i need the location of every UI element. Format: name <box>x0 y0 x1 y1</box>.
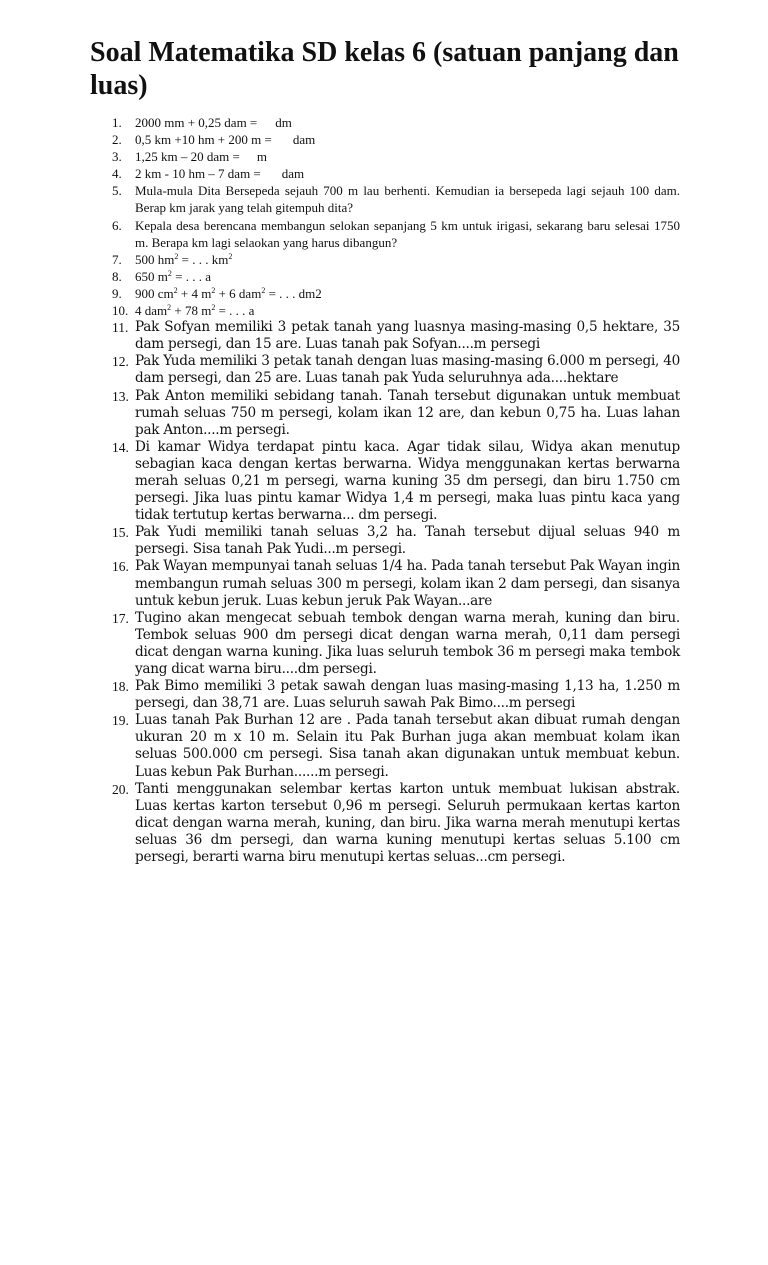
question-14: 14. Di kamar Widya terdapat pintu kaca. Agar tidak silau, Widya akan menutup sebagian kaca dengan kertas berwarna. Widya menggunakan kertas berwarna merah seluas 0,21 m persegi, warna kuning 35 dm persegi, dan biru 1.750 cm persegi. Jika luas pintu kamar Widya 1,4 m persegi, maka luas pintu kaca yang tidak tertutup kertas berwarna... dm persegi. <box>112 438 680 524</box>
question-15: 15. Pak Yudi memiliki tanah seluas 3,2 ha. Tanah tersebut dijual seluas 940 m persegi. Sisa tanah Pak Yudi...m persegi. <box>112 524 680 558</box>
question-number: 13. <box>112 388 129 404</box>
question-number: 19. <box>112 713 129 729</box>
question-number: 7. <box>112 251 122 267</box>
question-number: 14. <box>112 439 129 455</box>
question-number: 16. <box>112 559 129 575</box>
question-12: 12. Pak Yuda memiliki 3 petak tanah dengan luas masing-masing 6.000 m persegi, 40 dam persegi, dan 25 are. Luas tanah pak Yuda seluruhnya ada....hektare <box>112 353 680 387</box>
question-2: 2. 0,5 km +10 hm + 200 m = dam <box>112 132 316 148</box>
question-1: 1. 2000 mm + 0,25 dam = dm <box>112 115 292 130</box>
question-number: 15. <box>112 525 129 541</box>
question-number: 2. <box>112 132 122 148</box>
question-number: 18. <box>112 679 129 695</box>
question-18: 18. Pak Bimo memiliki 3 petak sawah dengan luas masing-masing 1,13 ha, 1.250 m persegi, dan 38,71 are. Luas seluruh sawah Pak Bimo....m persegi <box>112 678 680 712</box>
question-19: 19. Luas tanah Pak Burhan 12 are . Pada tanah tersebut akan dibuat rumah dengan ukuran 20 m x 10 m. Selain itu Pak Burhan juga akan membuat kolam ikan seluas 500.000 cm persegi. Sisa tanah akan digunakan untuk membuat kebun. Luas kebun Pak Burhan......m persegi. <box>112 712 680 780</box>
question-number: 17. <box>112 610 129 626</box>
question-4: 4. 2 km - 10 hm – 7 dam = dam <box>112 166 305 182</box>
question-11: 11. Pak Sofyan memiliki 3 petak tanah yang luasnya masing-masing 0,5 hektare, 35 dam persegi, dan 15 are. Luas tanah pak Sofyan....m persegi <box>112 319 680 353</box>
question-9: 9. 900 $cm^2 + 4$ $m^2 + 6$ dam$^2$ = . . . dm2 <box>112 285 322 301</box>
question-7: 7. 500 $hm^2$ = . . . $km^2$ <box>112 251 233 267</box>
question-20: 20. Tanti menggunakan selembar kertas karton untuk membuat lukisan abstrak. Luas kertas karton tersebut 0,96 m persegi. Seluruh permukaan kertas karton dicat dengan warna merah, kuning, dan biru. Jika warna merah menutupi kertas seluas 36 dm persegi, dan warna kuning menutupi kertas seluas 5.100 cm persegi, berarti warna biru menutupi kertas seluas...cm persegi. <box>112 780 680 866</box>
question-number: 11. <box>112 320 129 336</box>
question-number: 10. <box>112 303 129 319</box>
question-number: 5. <box>112 183 122 199</box>
question-number: 8. <box>112 268 122 284</box>
question-number: 4. <box>112 166 122 182</box>
question-number: 3. <box>112 149 122 165</box>
question-8: 8. 650 $m^2$ = . . . a <box>112 268 211 284</box>
question-17: 17. Tugino akan mengecat sebuah tembok dengan warna merah, kuning dan biru. Tembok seluas 900 dm persegi dicat dengan warna merah, 0,11 dam persegi dicat dengan warna kuning. Jika luas seluruh tembok 36 m persegi maka tembok yang dicat warna biru....dm persegi. <box>112 609 680 677</box>
question-list <box>90 114 680 866</box>
question-6: 6. Kepala desa berencana membangun selokan sepanjang 5 km untuk irigasi, sekarang baru selesai 1750 m. Berapa km lagi selaokan yang harus dibangun? <box>112 217 680 250</box>
question-number: 1. <box>112 115 122 130</box>
question-number: 12. <box>112 354 129 370</box>
question-16: 16. Pak Wayan mempunyai tanah seluas 1/4 ha. Pada tanah tersebut Pak Wayan ingin membangun rumah seluas 300 m persegi, kolam ikan 2 dam persegi, dan sisanya untuk kebun jeruk. Luas kebun jeruk Pak Wayan...are <box>112 558 680 609</box>
question-number: 20. <box>112 781 129 797</box>
question-3: 3. 1,25 km – 20 dam = m <box>112 149 267 165</box>
question-number: 9. <box>112 285 122 301</box>
document-page <box>90 36 680 866</box>
question-10: 10. 4 dam$^2$ + 78 $m^2$ = . . . a <box>112 303 255 319</box>
page-title: Soal Matematika SD kelas 6 (satuan panjang dan luas) <box>90 37 679 101</box>
question-5: 5. Mula-mula Dita Bersepeda sejauh 700 m lau berhenti. Kemudian ia bersepeda lagi sejauh 100 dam. Berap km jarak yang telah gitempuh dita? <box>112 183 680 216</box>
question-number: 6. <box>112 217 122 233</box>
question-13: 13. Pak Anton memiliki sebidang tanah. Tanah tersebut digunakan untuk membuat rumah seluas 750 m persegi, kolam ikan 12 are, dan kebun 0,75 ha. Luas lahan pak Anton....m persegi. <box>112 387 680 438</box>
